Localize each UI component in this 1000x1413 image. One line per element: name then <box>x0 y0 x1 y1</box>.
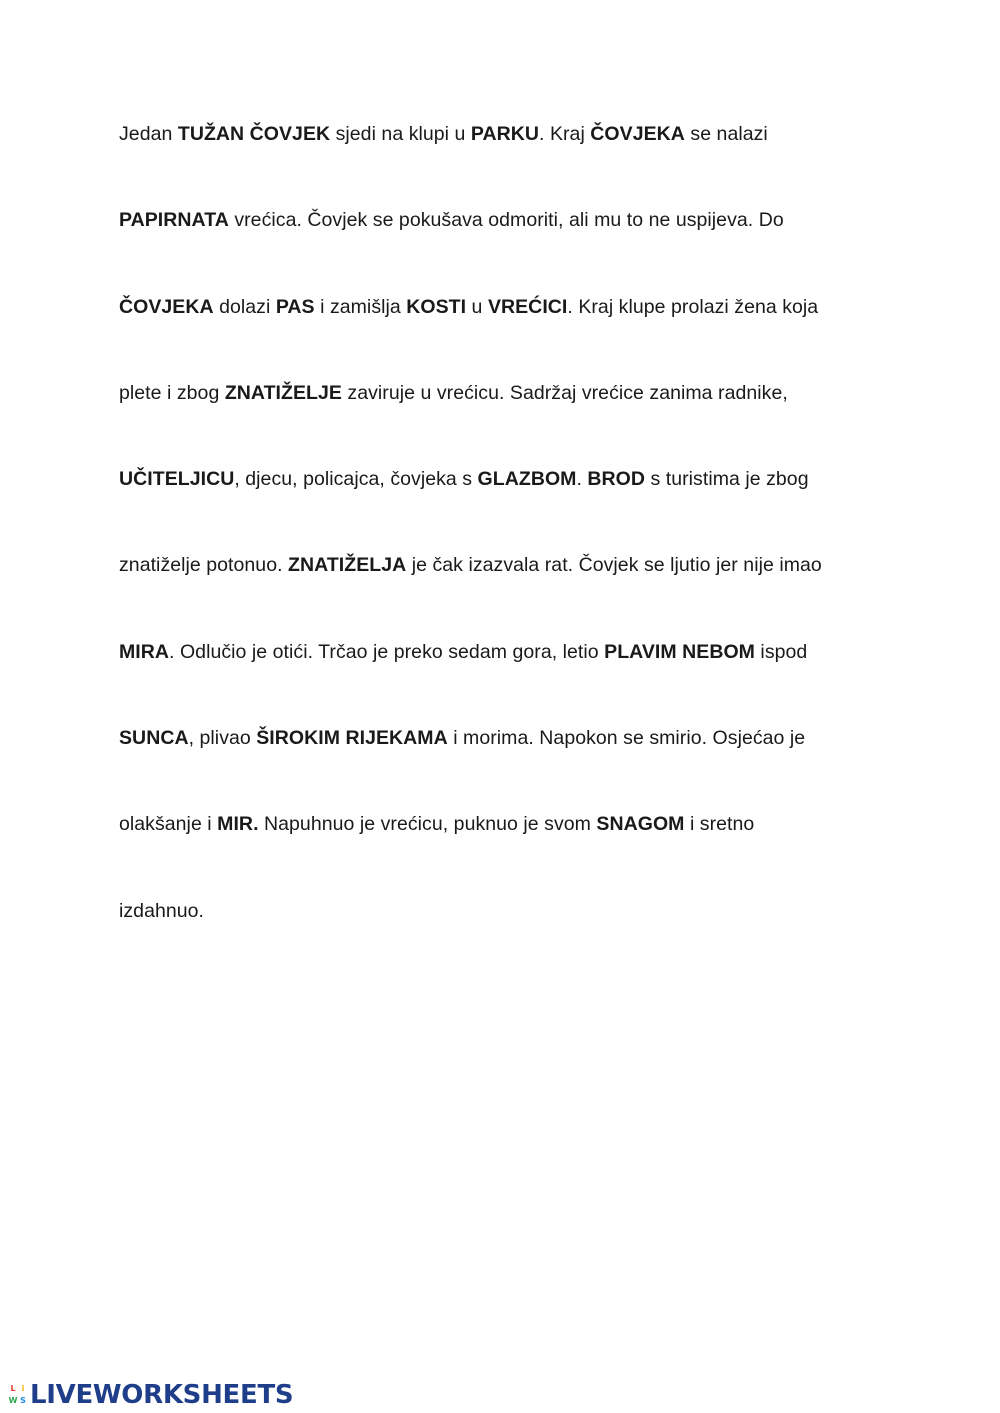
text-run: . Odlučio je otići. Trčao je preko sedam gora, letio <box>169 640 605 663</box>
liveworksheets-logo <box>8 1379 293 1411</box>
logo-mark-letter: S <box>20 1396 26 1405</box>
text-run: se nalazi <box>684 123 768 145</box>
text-line <box>119 198 919 284</box>
text-line <box>119 889 919 975</box>
text-run: , djecu, policajca, čovjeka s <box>234 468 478 491</box>
text-run: . Kraj <box>539 123 591 145</box>
keyword: PAPIRNATA <box>119 209 229 232</box>
keyword: ZNATIŽELJA <box>288 554 407 577</box>
keyword: BROD <box>587 468 646 491</box>
text-line <box>119 716 919 802</box>
text-line <box>119 630 919 716</box>
brand-name: LIVEWORKSHEETS <box>30 1380 294 1410</box>
text-line <box>119 371 919 457</box>
text-run: . Kraj klupe prolazi žena koja <box>567 295 819 318</box>
text-run: znatiželje potonuo. <box>119 554 289 577</box>
text-run: s turistima je zbog <box>645 468 809 491</box>
keyword: MIR. <box>217 813 259 836</box>
logo-mark-letter: L <box>10 1384 16 1393</box>
text-run: i zamišlja <box>314 295 407 318</box>
logo-mark-letter: i <box>21 1384 25 1393</box>
text-line <box>119 112 919 198</box>
keyword: UČITELJICU <box>119 468 235 491</box>
text-run: plete i zbog <box>119 381 225 404</box>
keyword: GLAZBOM <box>477 468 577 491</box>
keyword: ČOVJEKA <box>590 123 685 145</box>
keyword: ČOVJEKA <box>119 295 214 318</box>
text-run: vrećica. Čovjek se pokušava odmoriti, ali mu to ne uspijeva. Do <box>228 209 784 232</box>
keyword: PAS <box>275 295 315 318</box>
text-run: izdahnuo. <box>119 899 205 922</box>
text-run: i morima. Napokon se smirio. Osjećao je <box>447 727 806 750</box>
text-run: . <box>576 468 588 491</box>
text-run: dolazi <box>213 295 276 318</box>
keyword: PLAVIM NEBOM <box>604 640 755 663</box>
text-run: Jedan <box>119 123 178 145</box>
story-text <box>119 112 919 975</box>
text-run: u <box>466 295 488 318</box>
keyword: SNAGOM <box>596 813 685 836</box>
text-line <box>119 543 919 629</box>
text-line <box>119 802 919 888</box>
text-line <box>119 457 919 543</box>
liveworksheets-mark-icon <box>8 1383 28 1407</box>
text-run: ispod <box>754 640 808 663</box>
text-run: je čak izazvala rat. Čovjek se ljutio jer nije imao <box>406 554 822 577</box>
keyword: TUŽAN ČOVJEK <box>177 123 331 145</box>
text-run: zaviruje u vrećicu. Sadržaj vrećice zanima radnike, <box>341 381 788 404</box>
text-run: , plivao <box>188 727 257 750</box>
keyword: VREĆICI <box>487 295 568 318</box>
keyword: MIRA <box>119 640 170 663</box>
keyword: SUNCA <box>119 727 189 750</box>
keyword: PARKU <box>470 123 540 145</box>
keyword: ŠIROKIM RIJEKAMA <box>256 727 448 750</box>
logo-mark-letter: W <box>8 1396 18 1405</box>
text-run: i sretno <box>684 813 755 836</box>
text-run: olakšanje i <box>119 813 218 836</box>
text-run: sjedi na klupi u <box>330 123 471 145</box>
text-run: Napuhnuo je vrećicu, puknuo je svom <box>258 813 597 836</box>
keyword: ZNATIŽELJE <box>224 381 342 404</box>
text-line <box>119 285 919 371</box>
keyword: KOSTI <box>406 295 467 318</box>
